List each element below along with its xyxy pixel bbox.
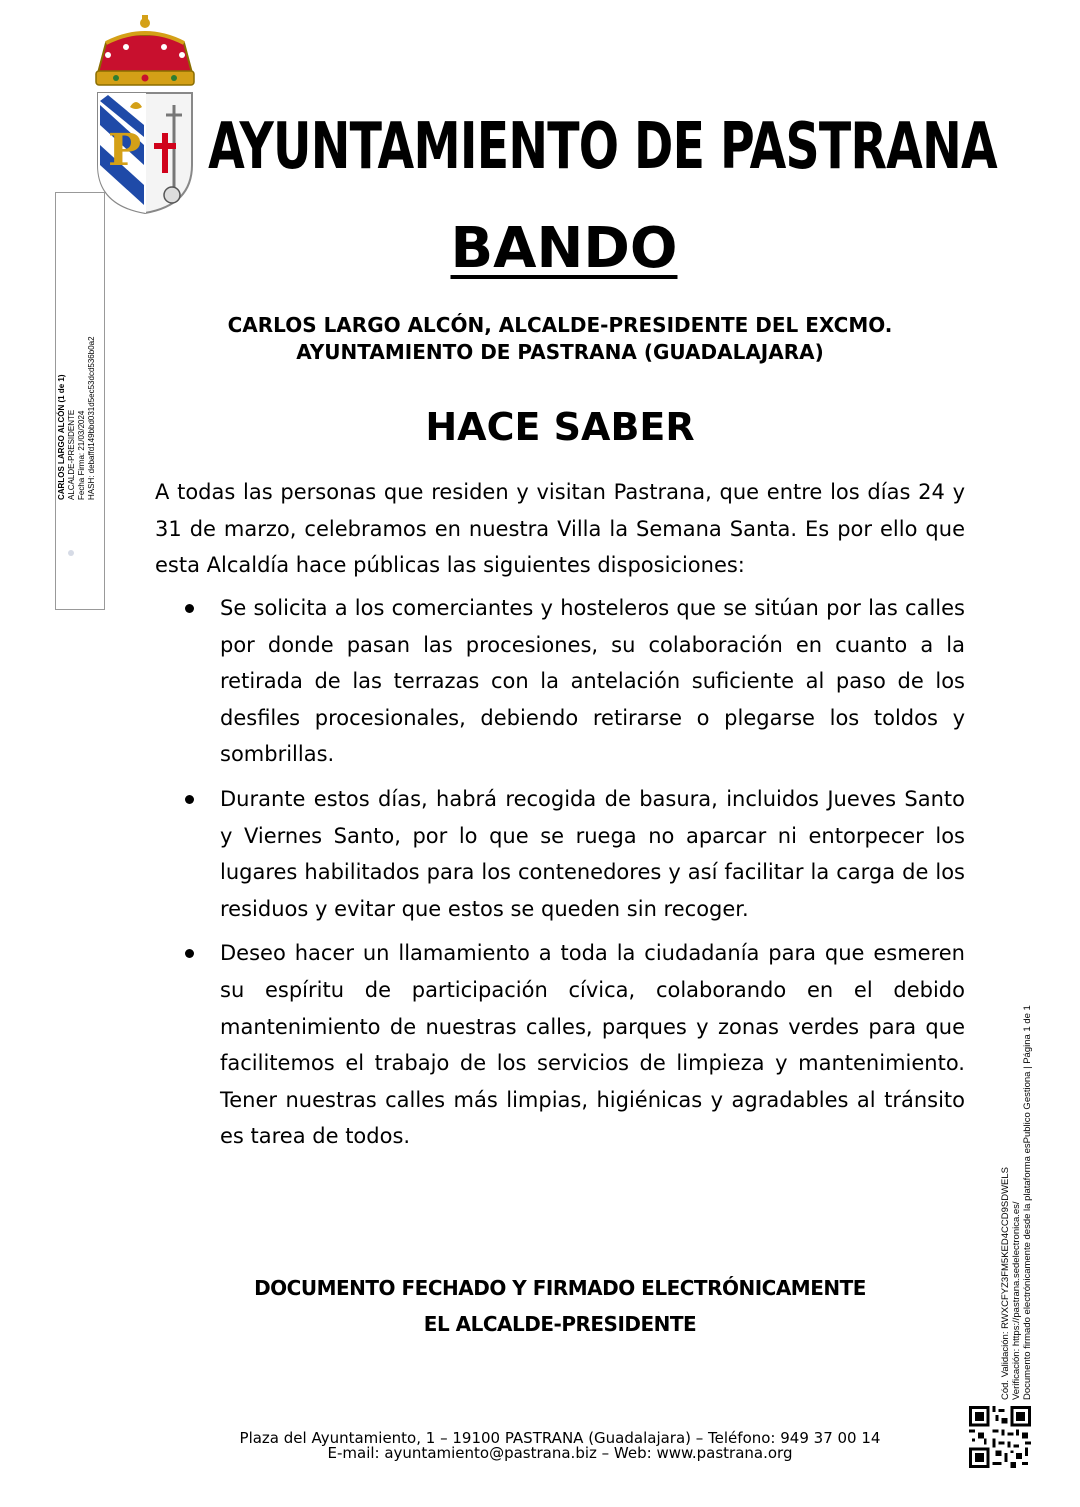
list-item-text: Se solicita a los comerciantes y hosteleros que se sitúan por las calles por donde pasan las procesiones, su colaboración en cuanto a la retirada de las terrazas con la antelación suficiente al paso de los desfiles procesionales, debiendo retirarse o plegarse los toldos y sombrillas. <box>220 596 965 767</box>
svg-text:P: P <box>108 125 142 176</box>
verification-url[interactable]: Verificación: https://pastrana.sedelectronica.es/ <box>1011 1201 1022 1400</box>
list-item-text: Deseo hacer un llamamiento a toda la ciudadanía para que esmeren su espíritu de participación cívica, colaborando en el debido mantenimiento de nuestras calles, parques y zonas verdes para que facilitemos el trabajo de los servicios de limpieza y mantenimiento. Tener nuestras calles más limpias, higiénicas y agradables al tránsito es tarea de todos. <box>220 941 965 1149</box>
bullet-icon <box>185 795 194 804</box>
qr-code-icon[interactable] <box>969 1406 1031 1468</box>
signature-hash: HASH: debaffd149bbd031d5ec53dcd536b0a2 <box>87 336 96 500</box>
bullet-icon <box>185 604 194 613</box>
verification-block <box>1000 1005 1033 1400</box>
stamp-dot-icon <box>68 550 74 556</box>
disposition-list <box>155 590 965 1163</box>
verification-note: Documento firmado electrónicamente desde la plataforma esPublico Gestiona | Página 1 de 1 <box>1022 1005 1033 1400</box>
closing-block <box>155 1270 965 1342</box>
intro-paragraph: A todas las personas que residen y visitan Pastrana, que entre los días 24 y 31 de marzo, celebramos en nuestra Villa la Semana Santa. Es por ello que esta Alcaldía hace públicas las siguientes disposiciones: <box>155 480 965 578</box>
coat-of-arms-icon <box>86 15 204 215</box>
page-title: AYUNTAMIENTO DE PASTRANA <box>208 110 997 184</box>
footer-address: Plaza del Ayuntamiento, 1 – 19100 PASTRANA (Guadalajara) – Teléfono: 949 37 00 14 <box>239 1429 881 1447</box>
closing-line-1: DOCUMENTO FECHADO Y FIRMADO ELECTRÓNICAMENTE <box>254 1276 866 1300</box>
page-footer <box>155 1431 965 1461</box>
signer-role: ALCALDE-PRESIDENTE <box>67 409 76 500</box>
signer-name: CARLOS LARGO ALCÓN (1 de 1) <box>57 374 66 500</box>
closing-line-2: EL ALCALDE-PRESIDENTE <box>423 1312 697 1336</box>
list-item-text: Durante estos días, habrá recogida de basura, incluidos Jueves Santo y Viernes Santo, por lo que se ruega no aparcar ni entorpecer los lugares habilitados para los contenedores y así facilitar la carga de los residuos y evitar que estos se queden sin recoger. <box>220 786 965 921</box>
list-item <box>155 781 965 927</box>
announcement-heading: HACE SABER <box>425 405 695 449</box>
mayor-line <box>155 312 965 366</box>
validation-code: Cód. Validación: RWXCFYZ3FM5KED4CCD9SDWELS <box>1000 1167 1011 1400</box>
bullet-icon <box>185 949 194 958</box>
footer-contact: E-mail: ayuntamiento@pastrana.biz – Web: www.pastrana.org <box>327 1444 793 1462</box>
signature-stamp-text <box>57 310 97 500</box>
list-item <box>155 935 965 1155</box>
signature-date: Fecha Firma: 21/03/2024 <box>77 410 86 500</box>
mayor-line-2: AYUNTAMIENTO DE PASTRANA (GUADALAJARA) <box>296 340 824 364</box>
mayor-line-1: CARLOS LARGO ALCÓN, ALCALDE-PRESIDENTE DEL EXCMO. <box>227 313 893 337</box>
list-item <box>155 590 965 773</box>
document-type: BANDO <box>450 216 678 281</box>
